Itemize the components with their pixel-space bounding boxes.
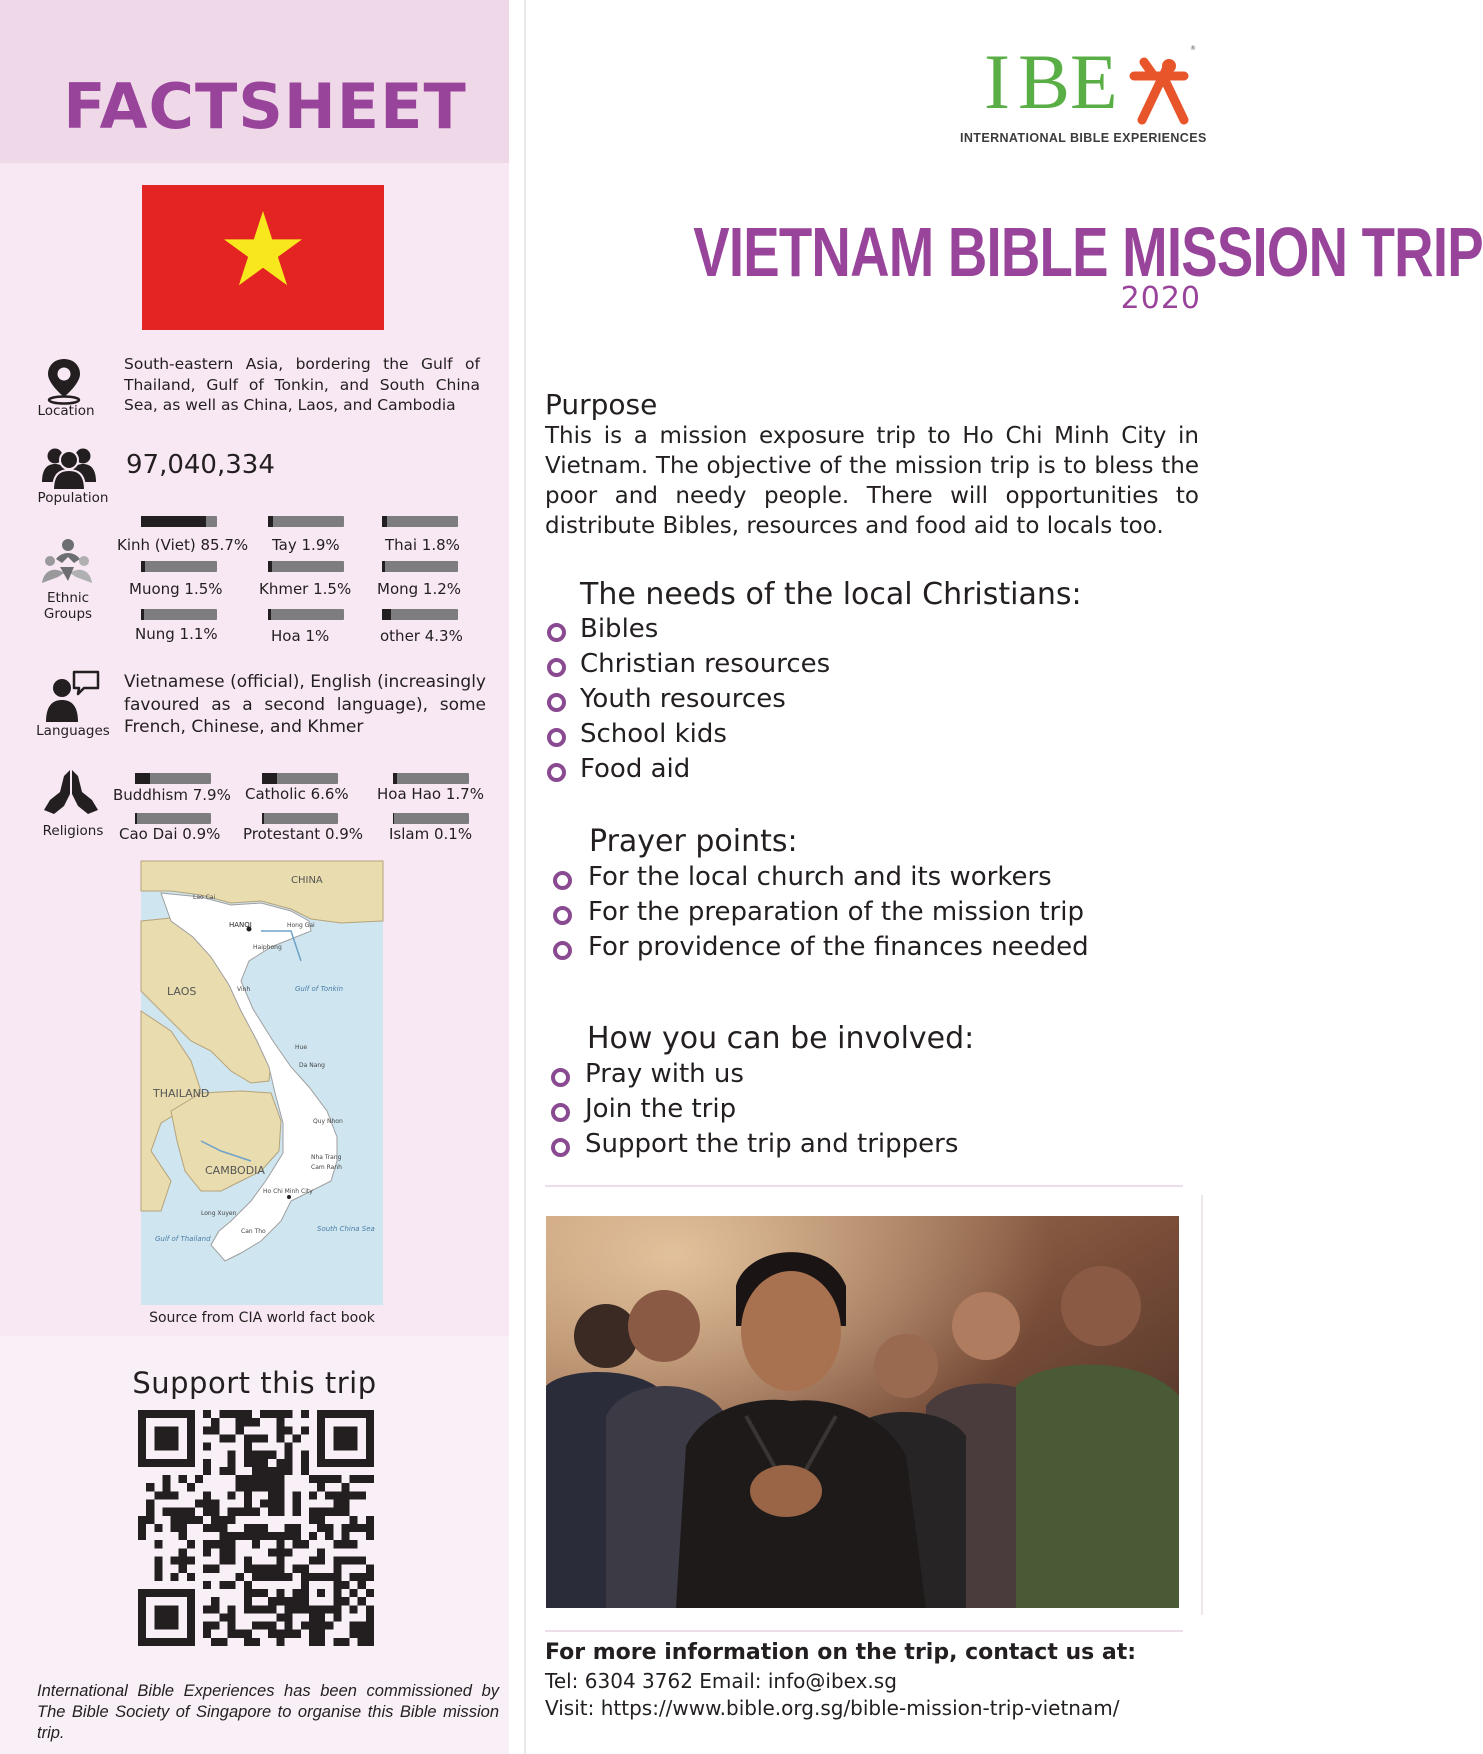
religion-bar [393,773,469,784]
map-label-south-china-sea: South China Sea [317,1225,375,1233]
ethnic-bar-fill [141,609,144,620]
religion-label: Cao Dai 0.9% [119,825,221,843]
map-label-longxuyen: Long Xuyen [201,1210,237,1217]
ethnic-bar [141,609,217,620]
religion-bar [135,813,211,824]
need-item: Bibles [580,614,659,644]
map-label-hongai: Hong Gai [287,922,315,929]
need-item: Food aid [580,754,691,784]
map-label-hue: Hue [295,1044,308,1051]
praying-men-photo [546,1216,1179,1608]
religion-label: Hoa Hao 1.7% [377,785,484,803]
religion-bar-fill [262,813,264,824]
involved-bullet-icon [551,1068,570,1087]
location-pin-icon [44,357,84,409]
factsheet-title: FACTSHEET [63,70,467,143]
involved-item: Join the trip [585,1094,737,1124]
factsheet-panel [0,0,509,1754]
prayer-item: For providence of the finances needed [588,932,1089,962]
map-label-thailand: THAILAND [153,1087,210,1100]
involved-item: Support the trip and trippers [585,1129,959,1159]
praying-hands-icon [40,766,102,820]
ethnic-bar-fill [382,609,391,620]
languages-text: Vietnamese (official), English (increasingly favoured as a second language), some French, Chinese, and Khmer [124,672,486,737]
ethnic-bar [382,609,458,620]
svg-text:®: ® [1190,45,1196,52]
map-label-danang: Da Nang [299,1062,325,1069]
ethnic-label: Tay 1.9% [272,536,340,554]
ethnic-bar-fill [382,516,387,527]
prayer-bullet-icon [553,941,572,960]
need-item: Christian resources [580,649,831,679]
ethnic-bar-fill [268,561,272,572]
ethnic-label: Hoa 1% [271,627,330,645]
commission-note: International Bible Experiences has been commissioned by The Bible Society of Singapore to organise this Bible mission trip. [37,1682,499,1742]
religion-bar-fill [262,773,277,784]
logo-letter-b: B [1018,38,1071,125]
map-label-vinh: Vinh [237,986,251,993]
ethnic-bar-fill [141,516,206,527]
ethnic-bar-fill [141,561,145,572]
religions-label: Religions [42,823,104,839]
map-label-laos: LAOS [167,985,197,998]
map-label-cantho: Can Tho [241,1228,266,1235]
religion-bar-fill [135,773,150,784]
logo-subtitle: INTERNATIONAL BIBLE EXPERIENCES [960,131,1207,145]
prayer-bullet-icon [553,906,572,925]
ethnic-bar-fill [268,516,273,527]
map-caption: Source from CIA world fact book [149,1310,375,1326]
map-label-quynhon: Quy Nhon [313,1118,343,1125]
map-label-cambodia: CAMBODIA [205,1164,265,1177]
speaking-person-icon [44,670,100,726]
ethnic-label: Khmer 1.5% [259,580,352,598]
involved-item: Pray with us [585,1059,744,1089]
vietnam-map [141,861,383,1305]
ethnic-bar [382,561,458,572]
religion-bar [262,773,338,784]
vietnam-flag [142,185,384,330]
contact-divider [545,1630,1183,1632]
languages-label: Languages [36,723,110,739]
map-label-laocai: Lao Cai [193,894,216,901]
ethnic-bar [268,561,344,572]
purpose-text: This is a mission exposure trip to Ho Chi Minh City in Vietnam. The objective of the mission trip is to bless the poor and needy people. There will opportunities to distribute Bibles, resources and food aid to locals too. [545,423,1199,539]
population-label: Population [37,490,109,506]
ethnic-label: Muong 1.5% [129,580,223,598]
ethnic-label: Mong 1.2% [377,580,462,598]
ethnic-label: other 4.3% [380,627,463,645]
ethnic-bar [141,561,217,572]
need-item: Youth resources [580,684,786,714]
map-label-gulf-tonkin: Gulf of Tonkin [295,985,344,993]
need-bullet-icon [547,623,566,642]
map-label-china: CHINA [291,875,323,886]
purpose-heading: Purpose [545,388,658,421]
population-value: 97,040,334 [126,450,275,480]
need-bullet-icon [547,658,566,677]
need-bullet-icon [547,693,566,712]
contact-phone-email: Tel: 6304 3762 Email: info@ibex.sg [545,1669,897,1693]
religion-bar-fill [135,813,137,824]
religion-bar [135,773,211,784]
religion-label: Catholic 6.6% [245,785,349,803]
map-label-hcmc: Ho Chi Minh City [263,1188,313,1195]
religion-label: Buddhism 7.9% [113,786,231,804]
involved-bullet-icon [551,1138,570,1157]
ethnic-groups-icon [38,537,96,595]
involved-heading: How you can be involved: [587,1021,975,1056]
support-title: Support this trip [132,1366,377,1400]
religion-bar [393,813,469,824]
ethnic-label: Nung 1.1% [135,625,218,643]
religion-bar [262,813,338,824]
support-qr-code[interactable] [138,1410,374,1646]
map-label-camranh: Cam Ranh [311,1164,342,1171]
religion-label: Protestant 0.9% [243,825,364,843]
contact-heading: For more information on the trip, contact us at: [545,1640,1137,1665]
prayer-item: For the local church and its workers [588,862,1052,892]
map-label-hanoi: HANOI [229,921,252,929]
trip-year: 2020 [1120,281,1201,316]
religion-label: Islam 0.1% [389,825,473,843]
map-label-haiphong: Haiphong [253,944,282,951]
ethnic-bar [141,516,217,527]
column-divider [524,0,526,1754]
need-item: School kids [580,719,727,749]
section-divider [545,1185,1183,1187]
location-label: Location [37,403,95,419]
ethnic-label-2: Groups [43,606,93,622]
prayer-item: For the preparation of the mission trip [588,897,1084,927]
flag-star-icon [224,211,302,285]
logo-letter-e: E [1070,38,1118,125]
religion-bar-fill [393,813,394,824]
population-icon [40,444,98,494]
ibex-logo [958,36,1207,146]
ethnic-label: Kinh (Viet) 85.7% [117,536,249,554]
ethnic-bar-fill [382,561,385,572]
contact-website[interactable]: Visit: https://www.bible.org.sg/bible-mission-trip-vietnam/ [545,1696,1120,1720]
ethnic-bar [268,516,344,527]
map-label-gulf-thailand: Gulf of Thailand [155,1235,211,1243]
need-bullet-icon [547,728,566,747]
religion-bar-fill [393,773,397,784]
ethnic-label-1: Ethnic [46,590,90,606]
prayer-bullet-icon [553,871,572,890]
need-bullet-icon [547,763,566,782]
prayer-heading: Prayer points: [589,824,798,859]
map-label-nhatrang: Nha Trang [311,1154,342,1161]
ethnic-bar-fill [268,609,271,620]
ethnic-label: Thai 1.8% [385,536,460,554]
trip-title: VIETNAM BIBLE MISSION TRIP [693,213,1483,291]
involved-bullet-icon [551,1103,570,1122]
ethnic-bar [382,516,458,527]
location-text: South-eastern Asia, bordering the Gulf of Thailand, Gulf of Tonkin, and South China Sea, as well as China, Laos, and Cambodia [124,355,480,414]
needs-heading: The needs of the local Christians: [580,577,1082,612]
logo-letter-i: I [984,38,1010,125]
ethnic-bar [268,609,344,620]
